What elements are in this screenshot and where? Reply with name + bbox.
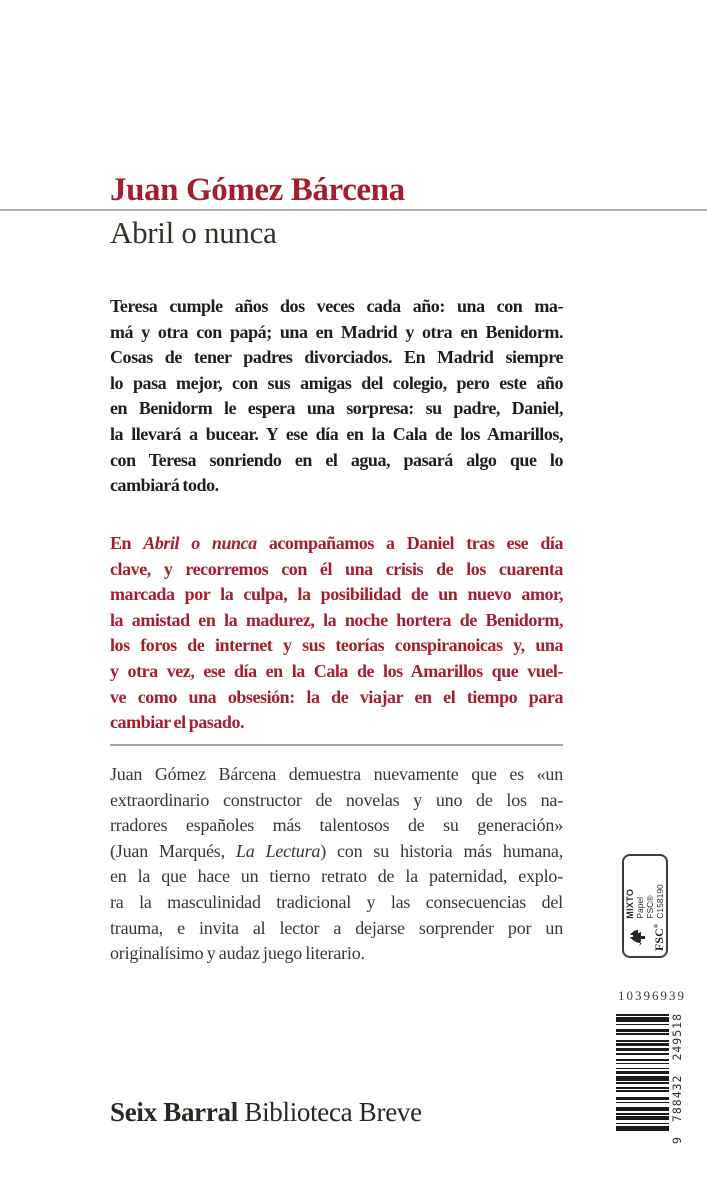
barcode-bar <box>616 1040 669 1042</box>
paragraph-line: extraordinario constructor de novelas y uno de los na- <box>110 789 563 810</box>
book-title: Abril o nunca <box>110 215 277 250</box>
barcode-gap <box>616 1125 669 1127</box>
barcode-bar <box>616 1082 669 1084</box>
barcode-bar <box>616 1126 669 1131</box>
barcode-bar <box>616 1063 669 1065</box>
paragraph-line: y otra vez, ese día en la Cala de los Amarillos que vuel- <box>110 660 563 681</box>
barcode-bar <box>616 1060 669 1062</box>
barcode-gap <box>616 1103 669 1106</box>
fsc-certification-type: MIXTO <box>625 888 635 919</box>
barcode-bar <box>616 1076 669 1081</box>
fsc-license-code: FSC® C158190 <box>645 884 665 919</box>
paragraph-line: En Abril o nunca acompañamos a Daniel tras ese día <box>110 533 564 553</box>
paragraph-line: ve como una obsesión: la de viajar en el tiempo para <box>110 686 563 707</box>
fsc-logo <box>627 923 664 952</box>
fsc-label-frame <box>622 854 668 958</box>
paragraph-line: en Benidorm le espera una sorpresa: su padre, Daniel, <box>110 398 563 419</box>
paragraph-line: originalísimo y audaz juego literario. <box>110 943 365 964</box>
registered-mark: ® <box>653 923 660 929</box>
fsc-material: Papel <box>635 896 645 919</box>
paragraph-line: la llevará a bucear. Y ese día en la Cala de los Amarillos, <box>110 423 563 444</box>
review-paragraph <box>110 762 563 967</box>
fsc-logo-text: FSC® <box>651 923 666 951</box>
synopsis-paragraph <box>110 294 563 499</box>
paragraph-line: ra la masculinidad tradicional y las consecuencias del <box>110 891 563 912</box>
barcode-gap <box>616 1055 669 1060</box>
paragraph-line: la amistad en la madurez, la noche hortera de Benidorm, <box>110 609 563 630</box>
barcode-bar <box>616 1116 669 1119</box>
barcode-gap <box>616 1064 669 1067</box>
barcode-bar <box>616 1107 669 1112</box>
barcode-bar <box>616 1113 669 1115</box>
barcode-bar <box>616 1024 669 1026</box>
paragraph-line: cambiar el pasado. <box>110 712 245 733</box>
collection-name: Biblioteca Breve <box>244 1097 422 1127</box>
paragraph-line: trauma, e invita al lector a dejarse sorprender por un <box>110 917 563 938</box>
barcode-bars <box>616 1013 669 1131</box>
paragraph-line: clave, y recorremos con él una crisis de los cuarenta <box>110 558 563 579</box>
barcode-bar <box>616 1090 669 1092</box>
fsc-certification-label <box>622 854 668 958</box>
publisher-imprint <box>110 1097 422 1128</box>
paragraph-line: rradores españoles más talentosos de su generación» <box>110 815 563 836</box>
pitch-paragraph <box>110 531 563 736</box>
barcode-gap <box>616 1115 669 1117</box>
barcode-gap <box>616 1092 669 1097</box>
barcode-gap <box>616 1100 669 1102</box>
barcode-bar <box>616 1043 669 1046</box>
isbn-digit-group: 9 <box>670 1136 684 1144</box>
paragraph-line: Teresa cumple años dos veces cada año: una con ma- <box>110 296 563 316</box>
isbn-digit-group: 249518 <box>670 1013 684 1061</box>
publisher-name: Seix Barral <box>110 1097 238 1127</box>
barcode-gap <box>616 1047 669 1049</box>
section-divider <box>110 744 563 746</box>
barcode-bar <box>616 1102 669 1104</box>
fsc-tree-check-icon <box>627 926 652 948</box>
barcode-gap <box>616 1025 669 1028</box>
print-code: 10396939 <box>618 988 686 1003</box>
paragraph-line: má y otra con papá; una en Madrid y otra en Benidorm. <box>110 321 563 342</box>
header-rule <box>0 209 707 211</box>
barcode-gap <box>616 1016 669 1018</box>
barcode-bar <box>616 1014 669 1016</box>
paragraph-line: los foros de internet y sus teorías conspiranoicas y, una <box>110 635 563 656</box>
isbn-digits <box>670 1013 684 1144</box>
barcode-gap <box>616 1069 669 1071</box>
barcode-gap <box>616 1081 669 1083</box>
barcode-gap <box>616 1051 669 1053</box>
barcode-gap <box>616 1074 669 1076</box>
barcode-rotated-frame <box>616 1012 684 1144</box>
barcode-bar <box>616 1068 669 1070</box>
barcode-bar <box>616 1048 669 1051</box>
barcode-bar <box>616 1053 669 1055</box>
paragraph-line: lo pasa mejor, con sus amigas del colegio, pero este año <box>110 372 563 393</box>
barcode-gap <box>616 1120 669 1123</box>
barcode-gap <box>616 1089 669 1091</box>
barcode-bar <box>616 1123 669 1125</box>
paragraph-line: cambiará todo. <box>110 475 219 496</box>
barcode-gap <box>616 1022 669 1024</box>
fsc-label-text <box>625 860 665 919</box>
barcode-bar <box>616 1034 669 1036</box>
barcode-bar <box>616 1071 669 1074</box>
barcode-bar <box>616 1029 669 1032</box>
barcode-gap <box>616 1032 669 1034</box>
paragraph-line: (Juan Marqués, La Lectura) con su historia más humana, <box>110 840 563 861</box>
paragraph-line: Juan Gómez Bárcena demuestra nuevamente que es «un <box>110 764 563 784</box>
paragraph-line: marcada por la culpa, la posibilidad de un nuevo amor, <box>110 584 563 605</box>
barcode-gap <box>616 1061 669 1063</box>
isbn-barcode <box>616 1012 684 1144</box>
paragraph-line: con Teresa sonriendo en el agua, pasará algo que lo <box>110 449 563 470</box>
barcode-gap <box>616 1084 669 1087</box>
barcode-bar <box>616 1017 669 1022</box>
barcode-bar <box>616 1087 669 1089</box>
barcode-bar <box>616 1097 669 1100</box>
barcode-gap <box>616 1112 669 1114</box>
paragraph-line: en la que hace un tierno retrato de la paternidad, explo- <box>110 866 563 887</box>
barcode-gap <box>616 1035 669 1040</box>
author-name: Juan Gómez Bárcena <box>110 172 405 208</box>
barcode-gap <box>616 1042 669 1044</box>
paragraph-line: Cosas de tener padres divorciados. En Madrid siempre <box>110 347 563 368</box>
isbn-digit-group: 788432 <box>670 1074 684 1123</box>
